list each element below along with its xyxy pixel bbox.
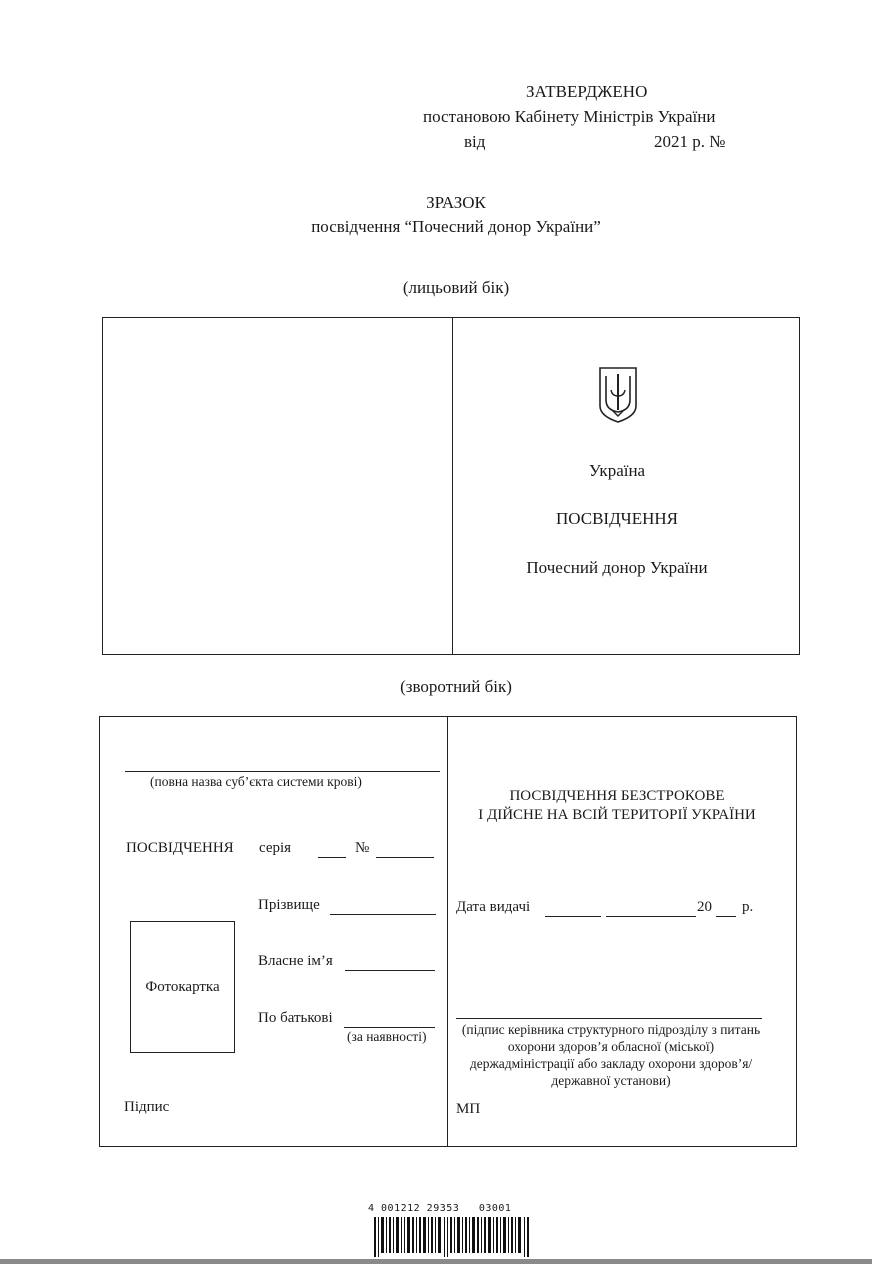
front-document-name: Почесний донор України bbox=[526, 558, 708, 577]
back-card-fold bbox=[447, 716, 448, 1147]
validity-line-2: І ДІЙСНЕ НА ВСІЙ ТЕРИТОРІЇ УКРАЇНИ bbox=[478, 807, 756, 823]
issue-month-line bbox=[606, 916, 696, 917]
entity-name-hint: (повна назва суб’єкта системи крові) bbox=[150, 774, 362, 789]
from-label: від bbox=[464, 132, 486, 151]
first-name-line bbox=[345, 970, 435, 971]
surname-label: Прізвище bbox=[258, 897, 320, 913]
validity-line-1: ПОСВІДЧЕННЯ БЕЗСТРОКОВЕ bbox=[509, 788, 725, 804]
issue-day-line bbox=[545, 916, 601, 917]
patronymic-line bbox=[344, 1027, 435, 1028]
certificate-label: ПОСВІДЧЕННЯ bbox=[126, 840, 234, 856]
year-prefix: 20 bbox=[697, 899, 712, 915]
front-country: Україна bbox=[588, 461, 646, 480]
number-line bbox=[376, 857, 434, 858]
surname-line bbox=[330, 914, 436, 915]
photo-box bbox=[130, 921, 235, 1053]
signature-label: Підпис bbox=[124, 1099, 170, 1115]
series-line bbox=[318, 857, 346, 858]
sample-heading: ЗРАЗОК bbox=[426, 193, 486, 212]
front-card bbox=[102, 317, 800, 655]
front-document-title: ПОСВІДЧЕННЯ bbox=[555, 509, 679, 528]
barcode-image bbox=[374, 1217, 530, 1257]
barcode-number: 4 001212 29353 03001 bbox=[368, 1203, 512, 1214]
front-side-caption: (лицьовий бік) bbox=[402, 278, 510, 297]
patronymic-label: По батькові bbox=[258, 1010, 333, 1026]
if-any-hint: (за наявності) bbox=[347, 1029, 427, 1044]
signer-line bbox=[456, 1018, 762, 1019]
photo-label: Фотокартка bbox=[145, 978, 220, 995]
issue-date-label: Дата видачі bbox=[456, 899, 531, 915]
front-card-fold bbox=[452, 317, 453, 655]
number-sign: № bbox=[355, 840, 370, 856]
issue-year-line bbox=[716, 916, 736, 917]
year-suffix: р. bbox=[742, 899, 754, 915]
series-label: серія bbox=[259, 840, 292, 856]
resolution-text: постановою Кабінету Міністрів України bbox=[423, 107, 716, 126]
back-side-caption: (зворотний бік) bbox=[400, 677, 512, 696]
entity-name-line bbox=[125, 771, 440, 772]
stamp-label: МП bbox=[456, 1101, 481, 1117]
trident-icon bbox=[598, 366, 638, 424]
signer-hint: (підпис керівника структурного підрозділу з питань охорони здоров’я обласної (міської) держадміністрації або закладу охорони здоров’я/державної установи) bbox=[461, 1022, 761, 1088]
scan-edge-band bbox=[0, 1259, 872, 1264]
approved-heading: ЗАТВЕРДЖЕНО bbox=[526, 82, 648, 101]
sample-subtitle: посвідчення “Почесний донор України” bbox=[311, 217, 601, 236]
year-number-label: 2021 р. № bbox=[654, 132, 726, 151]
first-name-label: Власне ім’я bbox=[258, 953, 333, 969]
